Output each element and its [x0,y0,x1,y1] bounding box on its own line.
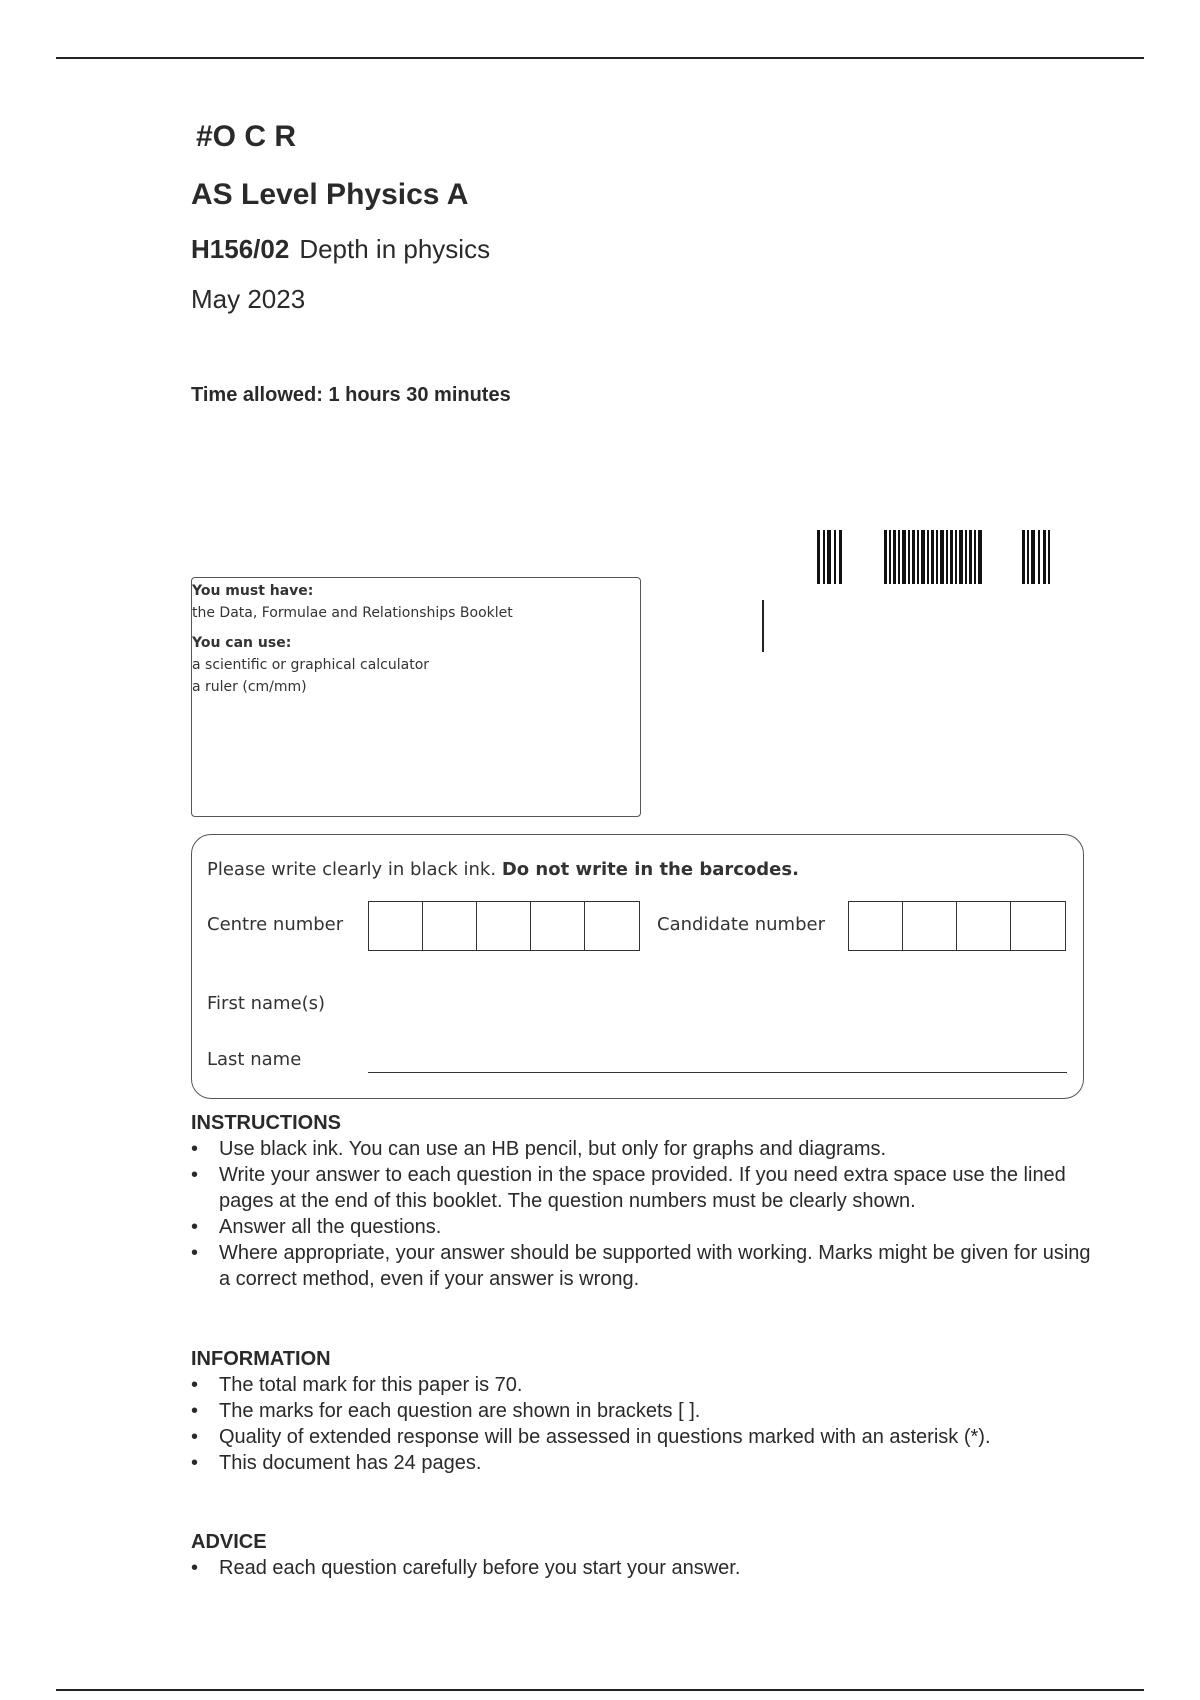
candidate-details-box [191,834,1084,1099]
centre-number-cell[interactable] [477,902,531,950]
can-use-item: a scientific or graphical calculator [192,657,430,673]
margin-mark [762,600,764,652]
centre-number-cell[interactable] [531,902,585,950]
instruction-item: • Answer all the questions. [191,1216,442,1238]
information-heading: INFORMATION [191,1348,331,1370]
candidate-number-cell[interactable] [957,902,1011,950]
must-have-item: the Data, Formulae and Relationships Booklet [192,605,513,621]
last-name-line[interactable] [368,1072,1067,1073]
paper-code: H156/02 [191,234,290,264]
information-item: • Quality of extended response will be assessed in questions marked with an asterisk (*). [191,1426,991,1448]
write-note: Please write clearly in black ink. Do not write in the barcodes. [207,859,799,880]
centre-number-boxes[interactable] [368,901,640,951]
instruction-item: • Where appropriate, your answer should be supported with working. Marks might be given for using a correct method, even if your answer is wrong. [191,1242,1091,1290]
exam-date: May 2023 [191,284,306,314]
advice-heading: ADVICE [191,1531,267,1553]
write-note-bold: Do not write in the barcodes. [501,859,799,880]
information-item: • The marks for each question are shown in brackets [ ]. [191,1400,701,1422]
ocr-logo: #O C R [196,120,297,153]
time-allowed: Time allowed: 1 hours 30 minutes [191,384,511,406]
must-have-heading: You must have: [192,583,314,599]
candidate-number-cell[interactable] [849,902,903,950]
centre-number-cell[interactable] [423,902,477,950]
first-name-label: First name(s) [207,993,326,1014]
advice-item: • Read each question carefully before you start your answer. [191,1557,741,1579]
candidate-number-label: Candidate number [657,914,825,935]
candidate-number-cell[interactable] [1011,902,1065,950]
can-use-item: a ruler (cm/mm) [192,679,307,695]
centre-number-cell[interactable] [369,902,423,950]
centre-number-label: Centre number [207,914,344,935]
instruction-item: • Use black ink. You can use an HB pencil, but only for graphs and diagrams. [191,1138,887,1160]
qualification-title: AS Level Physics A [191,178,469,211]
information-section [191,1346,1091,1476]
advice-section [191,1529,1091,1581]
barcode [817,530,1050,584]
information-item: • This document has 24 pages. [191,1452,482,1474]
bottom-rule [56,1689,1144,1691]
paper-title: Depth in physics [299,234,491,264]
last-name-label: Last name [207,1049,302,1070]
top-rule [56,57,1144,59]
centre-number-cell[interactable] [585,902,639,950]
instructions-heading: INSTRUCTIONS [191,1112,341,1134]
information-item: • The total mark for this paper is 70. [191,1374,523,1396]
paper-code-line [191,234,490,265]
candidate-number-boxes[interactable] [848,901,1066,951]
instructions-section [191,1110,1091,1292]
can-use-heading: You can use: [192,635,292,651]
instruction-item: • Write your answer to each question in the space provided. If you need extra space use the lined pages at the end of this booklet. The question numbers must be clearly shown. [191,1164,1066,1212]
requirements-box [191,577,641,817]
candidate-number-cell[interactable] [903,902,957,950]
